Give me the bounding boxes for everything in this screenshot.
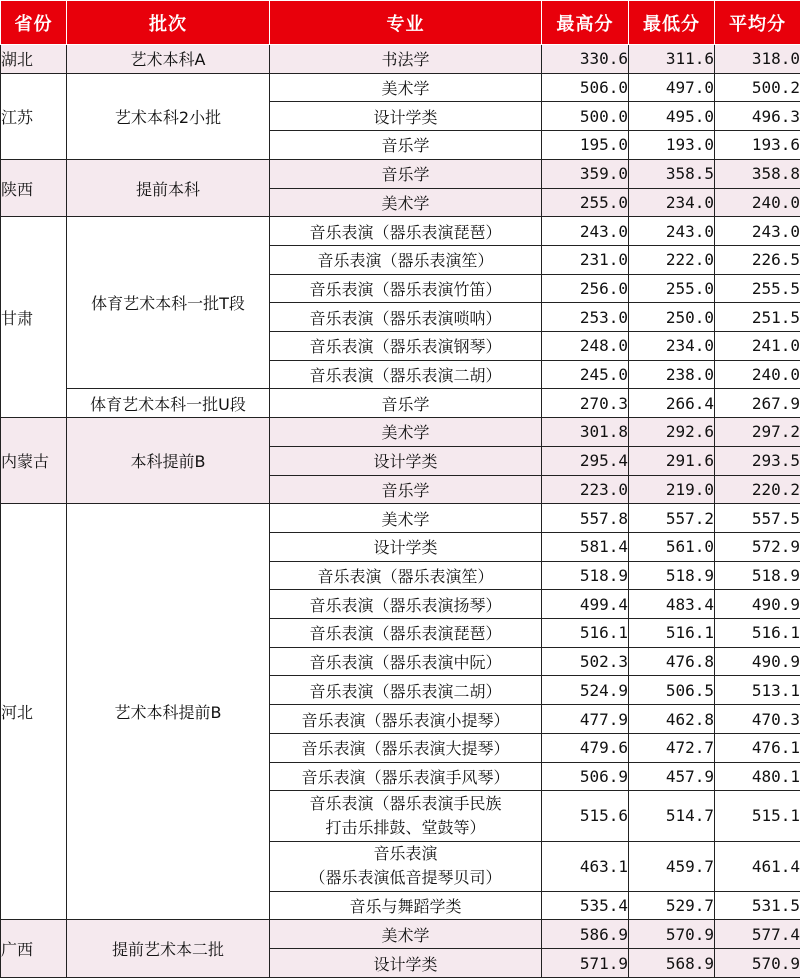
table-row: [1, 504, 800, 533]
max-score-cell: 255.0: [542, 188, 629, 217]
major-cell: 音乐表演（器乐表演笙）: [270, 245, 542, 274]
major-cell: 音乐表演（器乐表演二胡）: [270, 360, 542, 389]
major-cell: 音乐表演（器乐表演唢呐）: [270, 303, 542, 332]
avg-score-cell: 243.0: [715, 217, 800, 246]
major-cell: 音乐表演（器乐表演笙）: [270, 561, 542, 590]
min-score-cell: 234.0: [629, 332, 715, 361]
avg-score-cell: 241.0: [715, 332, 800, 361]
major-cell: 音乐表演（器乐表演钢琴）: [270, 332, 542, 361]
avg-score-cell: 480.1: [715, 762, 800, 791]
province-cell: 江苏: [1, 73, 67, 159]
batch-cell: 体育艺术本科一批T段: [67, 217, 270, 389]
province-cell: 内蒙古: [1, 418, 67, 504]
province-cell: 湖北: [1, 45, 67, 74]
min-score-cell: 518.9: [629, 561, 715, 590]
major-cell: 音乐表演（器乐表演手民族 打击乐排鼓、堂鼓等）: [270, 791, 542, 841]
header-row: [1, 1, 800, 45]
max-score-cell: 502.3: [542, 647, 629, 676]
max-score-cell: 581.4: [542, 532, 629, 561]
min-score-cell: 234.0: [629, 188, 715, 217]
batch-cell: 提前艺术本二批: [67, 920, 270, 978]
max-score-cell: 506.0: [542, 73, 629, 102]
avg-score-cell: 318.0: [715, 45, 800, 74]
major-cell: 音乐表演（器乐表演二胡）: [270, 676, 542, 705]
avg-score-cell: 531.5: [715, 891, 800, 920]
min-score-cell: 292.6: [629, 418, 715, 447]
max-score-cell: 256.0: [542, 274, 629, 303]
avg-score-cell: 476.1: [715, 733, 800, 762]
max-score-cell: 270.3: [542, 389, 629, 418]
major-cell: 书法学: [270, 45, 542, 74]
min-score-cell: 222.0: [629, 245, 715, 274]
major-cell: 美术学: [270, 73, 542, 102]
batch-cell: 提前本科: [67, 159, 270, 216]
avg-score-cell: 240.0: [715, 188, 800, 217]
min-score-cell: 238.0: [629, 360, 715, 389]
max-score-cell: 243.0: [542, 217, 629, 246]
min-score-cell: 459.7: [629, 841, 715, 891]
header-max-score: 最高分: [542, 1, 629, 45]
batch-cell: 本科提前B: [67, 418, 270, 504]
avg-score-cell: 515.1: [715, 791, 800, 841]
min-score-cell: 506.5: [629, 676, 715, 705]
min-score-cell: 529.7: [629, 891, 715, 920]
table-row: [1, 73, 800, 102]
max-score-cell: 499.4: [542, 590, 629, 619]
max-score-cell: 295.4: [542, 446, 629, 475]
avg-score-cell: 358.8: [715, 159, 800, 188]
table-row: [1, 389, 800, 418]
header-avg-score: 平均分: [715, 1, 800, 45]
avg-score-cell: 251.5: [715, 303, 800, 332]
avg-score-cell: 255.5: [715, 274, 800, 303]
min-score-cell: 476.8: [629, 647, 715, 676]
avg-score-cell: 240.0: [715, 360, 800, 389]
min-score-cell: 514.7: [629, 791, 715, 841]
header-major: 专业: [270, 1, 542, 45]
min-score-cell: 516.1: [629, 619, 715, 648]
major-cell: 音乐表演（器乐表演小提琴）: [270, 705, 542, 734]
max-score-cell: 248.0: [542, 332, 629, 361]
batch-cell: 艺术本科提前B: [67, 504, 270, 920]
max-score-cell: 477.9: [542, 705, 629, 734]
major-cell: 美术学: [270, 504, 542, 533]
avg-score-cell: 572.9: [715, 532, 800, 561]
table-row: [1, 418, 800, 447]
major-cell: 音乐学: [270, 389, 542, 418]
max-score-cell: 535.4: [542, 891, 629, 920]
major-cell: 美术学: [270, 418, 542, 447]
max-score-cell: 231.0: [542, 245, 629, 274]
major-cell: 音乐表演（器乐表演手风琴）: [270, 762, 542, 791]
major-cell: 设计学类: [270, 949, 542, 978]
min-score-cell: 243.0: [629, 217, 715, 246]
major-cell: 音乐表演（器乐表演竹笛）: [270, 274, 542, 303]
major-cell: 音乐表演（器乐表演琵琶）: [270, 619, 542, 648]
min-score-cell: 250.0: [629, 303, 715, 332]
batch-cell: 艺术本科A: [67, 45, 270, 74]
header-min-score: 最低分: [629, 1, 715, 45]
avg-score-cell: 297.2: [715, 418, 800, 447]
max-score-cell: 500.0: [542, 102, 629, 131]
table-row: [1, 159, 800, 188]
table-row: [1, 45, 800, 74]
max-score-cell: 245.0: [542, 360, 629, 389]
min-score-cell: 457.9: [629, 762, 715, 791]
avg-score-cell: 193.6: [715, 131, 800, 160]
major-cell: 设计学类: [270, 532, 542, 561]
max-score-cell: 253.0: [542, 303, 629, 332]
major-cell: 音乐与舞蹈学类: [270, 891, 542, 920]
province-cell: 甘肃: [1, 217, 67, 418]
header-province: 省份: [1, 1, 67, 45]
major-cell: 音乐学: [270, 159, 542, 188]
min-score-cell: 483.4: [629, 590, 715, 619]
min-score-cell: 291.6: [629, 446, 715, 475]
min-score-cell: 311.6: [629, 45, 715, 74]
max-score-cell: 515.6: [542, 791, 629, 841]
major-cell: 音乐表演（器乐表演中阮）: [270, 647, 542, 676]
avg-score-cell: 500.2: [715, 73, 800, 102]
min-score-cell: 561.0: [629, 532, 715, 561]
avg-score-cell: 570.9: [715, 949, 800, 978]
max-score-cell: 518.9: [542, 561, 629, 590]
major-cell: 音乐学: [270, 131, 542, 160]
avg-score-cell: 226.5: [715, 245, 800, 274]
province-cell: 河北: [1, 504, 67, 920]
min-score-cell: 266.4: [629, 389, 715, 418]
avg-score-cell: 490.9: [715, 647, 800, 676]
max-score-cell: 223.0: [542, 475, 629, 504]
table-row: [1, 920, 800, 949]
min-score-cell: 255.0: [629, 274, 715, 303]
min-score-cell: 358.5: [629, 159, 715, 188]
min-score-cell: 557.2: [629, 504, 715, 533]
major-cell: 设计学类: [270, 102, 542, 131]
min-score-cell: 570.9: [629, 920, 715, 949]
major-cell: 音乐表演（器乐表演琵琶）: [270, 217, 542, 246]
max-score-cell: 479.6: [542, 733, 629, 762]
batch-cell: 体育艺术本科一批U段: [67, 389, 270, 418]
table-body: [1, 45, 800, 978]
major-cell: 美术学: [270, 188, 542, 217]
avg-score-cell: 518.9: [715, 561, 800, 590]
province-cell: 陕西: [1, 159, 67, 216]
avg-score-cell: 293.5: [715, 446, 800, 475]
max-score-cell: 195.0: [542, 131, 629, 160]
min-score-cell: 497.0: [629, 73, 715, 102]
avg-score-cell: 516.1: [715, 619, 800, 648]
max-score-cell: 586.9: [542, 920, 629, 949]
avg-score-cell: 577.4: [715, 920, 800, 949]
max-score-cell: 506.9: [542, 762, 629, 791]
avg-score-cell: 461.4: [715, 841, 800, 891]
header-batch: 批次: [67, 1, 270, 45]
major-cell: 音乐学: [270, 475, 542, 504]
max-score-cell: 359.0: [542, 159, 629, 188]
max-score-cell: 301.8: [542, 418, 629, 447]
table-header: [1, 1, 800, 45]
max-score-cell: 463.1: [542, 841, 629, 891]
batch-cell: 艺术本科2小批: [67, 73, 270, 159]
table-row: [1, 217, 800, 246]
min-score-cell: 193.0: [629, 131, 715, 160]
avg-score-cell: 267.9: [715, 389, 800, 418]
avg-score-cell: 470.3: [715, 705, 800, 734]
min-score-cell: 472.7: [629, 733, 715, 762]
major-cell: 设计学类: [270, 446, 542, 475]
avg-score-cell: 490.9: [715, 590, 800, 619]
min-score-cell: 568.9: [629, 949, 715, 978]
max-score-cell: 571.9: [542, 949, 629, 978]
avg-score-cell: 496.3: [715, 102, 800, 131]
major-cell: 音乐表演 （器乐表演低音提琴贝司）: [270, 841, 542, 891]
min-score-cell: 462.8: [629, 705, 715, 734]
major-cell: 音乐表演（器乐表演扬琴）: [270, 590, 542, 619]
avg-score-cell: 557.5: [715, 504, 800, 533]
max-score-cell: 330.6: [542, 45, 629, 74]
max-score-cell: 516.1: [542, 619, 629, 648]
min-score-cell: 495.0: [629, 102, 715, 131]
max-score-cell: 557.8: [542, 504, 629, 533]
major-cell: 音乐表演（器乐表演大提琴）: [270, 733, 542, 762]
avg-score-cell: 513.1: [715, 676, 800, 705]
max-score-cell: 524.9: [542, 676, 629, 705]
avg-score-cell: 220.2: [715, 475, 800, 504]
major-cell: 美术学: [270, 920, 542, 949]
min-score-cell: 219.0: [629, 475, 715, 504]
province-cell: 广西: [1, 920, 67, 978]
